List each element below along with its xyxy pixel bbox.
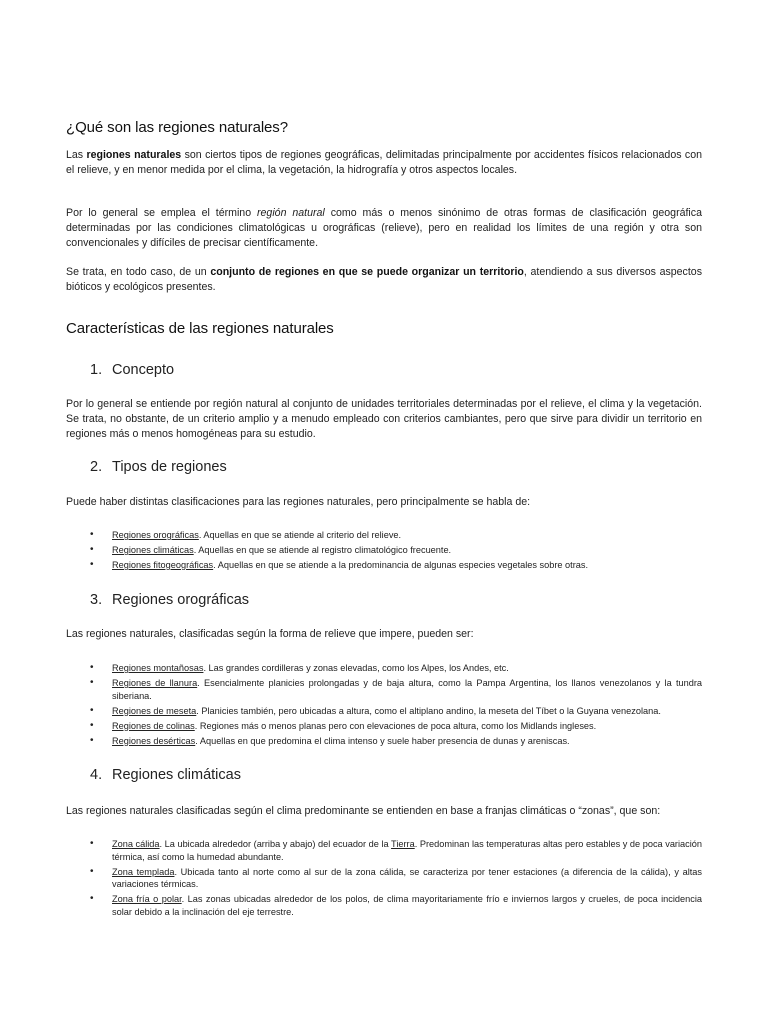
term-link[interactable]: Regiones orográficas <box>112 530 199 540</box>
item-description: . Predominan las temperaturas altas pero estables y de poca variación térmica, así como la humedad abundante. <box>112 839 702 862</box>
intro-paragraph-2 <box>66 206 702 251</box>
heading-number: 2. <box>90 459 103 475</box>
bullet: • <box>90 544 94 555</box>
bullet: • <box>90 529 94 540</box>
term-link[interactable]: Regiones de meseta <box>112 705 197 716</box>
term-link[interactable]: Regiones fitogeográficas <box>112 560 214 570</box>
heading-regiones-climaticas <box>90 767 241 783</box>
item-description: . Planicies también, pero ubicadas a altura, como el altiplano andino, la meseta del Tíbet o la Guyana venezolana. <box>196 705 661 716</box>
heading-regiones-orograficas <box>90 592 249 608</box>
bold-term: regiones naturales <box>86 149 182 161</box>
bullet: • <box>90 662 94 673</box>
item-description: . Las grandes cordilleras y zonas elevadas, como los Alpes, los Andes, etc. <box>203 663 509 673</box>
text-span: , atendiendo a sus diversos aspectos bióticos y ecológicos presentes. <box>66 266 702 293</box>
bold-term: conjunto de regiones en que se puede organizar un territorio <box>210 266 524 278</box>
item-description: . Aquellas en que se atiende al registro climatológico frecuente. <box>193 545 452 555</box>
list-item <box>90 893 702 918</box>
bullet: • <box>90 838 94 849</box>
list-item <box>90 544 702 557</box>
heading-text: Tipos de regiones <box>112 459 227 475</box>
text-span: Se trata, en todo caso, de un <box>66 266 211 278</box>
bullet: • <box>90 719 94 731</box>
heading-number: 4. <box>90 767 103 783</box>
term-link[interactable]: Regiones de colinas <box>112 720 195 731</box>
list-item <box>90 866 702 891</box>
orograficas-paragraph: Las regiones naturales, clasificadas según la forma de relieve que impere, pueden ser: <box>66 628 474 640</box>
item-description: . Aquellas en que predomina el clima intenso y suele haber presencia de dunas y areniscas. <box>195 735 570 746</box>
orograficas-list <box>90 662 702 750</box>
list-item <box>90 735 702 748</box>
bullet: • <box>90 865 94 877</box>
section-heading: Características de las regiones naturales <box>66 320 334 337</box>
list-item <box>90 838 702 863</box>
intro-paragraph-1 <box>66 148 702 178</box>
term-link[interactable]: Regiones climáticas <box>112 545 194 555</box>
heading-text: Concepto <box>112 362 175 378</box>
heading-text: Regiones orográficas <box>112 592 250 608</box>
tipos-paragraph: Puede haber distintas clasificaciones para las regiones naturales, pero principalmente se habla de: <box>66 496 531 508</box>
list-item <box>90 662 702 675</box>
term-link[interactable]: Regiones de llanura <box>112 678 198 688</box>
climaticas-list <box>90 838 702 921</box>
item-description: . Ubicada tanto al norte como al sur de la zona cálida, se caracteriza por tener estaciones (a diferencia de la cálida), y altas variaciones térmicas. <box>112 866 703 889</box>
list-item <box>90 720 702 733</box>
heading-tipos-de-regiones <box>90 459 227 475</box>
term-link[interactable]: Regiones desérticas <box>112 735 196 746</box>
list-item <box>90 677 702 702</box>
term-link[interactable]: Regiones montañosas <box>112 663 204 673</box>
heading-number: 1. <box>90 362 103 378</box>
heading-concepto <box>90 362 174 378</box>
bullet: • <box>90 677 94 688</box>
tierra-link[interactable]: Tierra <box>391 839 415 849</box>
item-description: . Las zonas ubicadas alrededor de los polos, de clima mayoritariamente frío e inviernos largos y crueles, de poca incidencia solar debido a la inclinación del eje terrestre. <box>112 894 702 917</box>
text-span: Las <box>66 149 87 161</box>
intro-paragraph-3 <box>66 265 702 295</box>
heading-number: 3. <box>90 592 103 608</box>
tipos-list <box>90 529 702 574</box>
climaticas-paragraph: Las regiones naturales clasificadas según el clima predominante se entienden en base a franjas climáticas o “zonas”, que son: <box>66 805 661 817</box>
item-description: . Regiones más o menos planas pero con elevaciones de poca altura, como los Midlands ingleses. <box>194 720 597 731</box>
list-item <box>90 529 702 542</box>
bullet: • <box>90 704 94 716</box>
item-description: . Esencialmente planicies prolongadas y de baja altura, como la Pampa Argentina, los llanos venezolanos y la tundra siberiana. <box>112 678 703 701</box>
text-span: son ciertos tipos de regiones geográficas, delimitadas principalmente por accidentes físicos relacionados con el relieve, y en menor medida por el clima, la vegetación, la hidrografía y otros aspectos locales. <box>66 149 703 176</box>
text-span: Por lo general se emplea el término <box>66 207 258 219</box>
heading-text: Regiones climáticas <box>112 767 241 783</box>
text-span: como más o menos sinónimo de otras formas de clasificación geográfica determinadas por las condiciones climatológicas u orográficas (relieve), pero en realidad los límites de una región y otra son convencionales y difíciles de precisar científicamente. <box>66 207 702 249</box>
term-link[interactable]: Zona fría o polar <box>112 894 182 904</box>
bullet: • <box>90 559 94 570</box>
item-description: . Aquellas en que se atiende al criterio del relieve. <box>198 530 402 540</box>
concepto-paragraph: Por lo general se entiende por región natural al conjunto de unidades territoriales determinadas por el relieve, el clima y la vegetación. Se trata, no obstante, de un criterio amplio y a menudo empleado con criterios cambiantes, pero que sirve para dividir un territorio en regiones más o menos homogéneas para su estudio. <box>66 398 702 440</box>
italic-term: región natural <box>257 207 325 219</box>
bullet: • <box>90 893 94 904</box>
term-link[interactable]: Zona cálida <box>112 839 160 849</box>
term-link[interactable]: Zona templada <box>112 866 175 877</box>
page-title: ¿Qué son las regiones naturales? <box>66 119 288 136</box>
bullet: • <box>90 734 94 746</box>
list-item <box>90 705 702 718</box>
item-description: . La ubicada alrededor (arriba y abajo) del ecuador de la <box>159 839 392 849</box>
list-item <box>90 559 702 572</box>
item-description: . Aquellas en que se atiende a la predominancia de algunas especies vegetales sobre otras. <box>213 560 589 570</box>
